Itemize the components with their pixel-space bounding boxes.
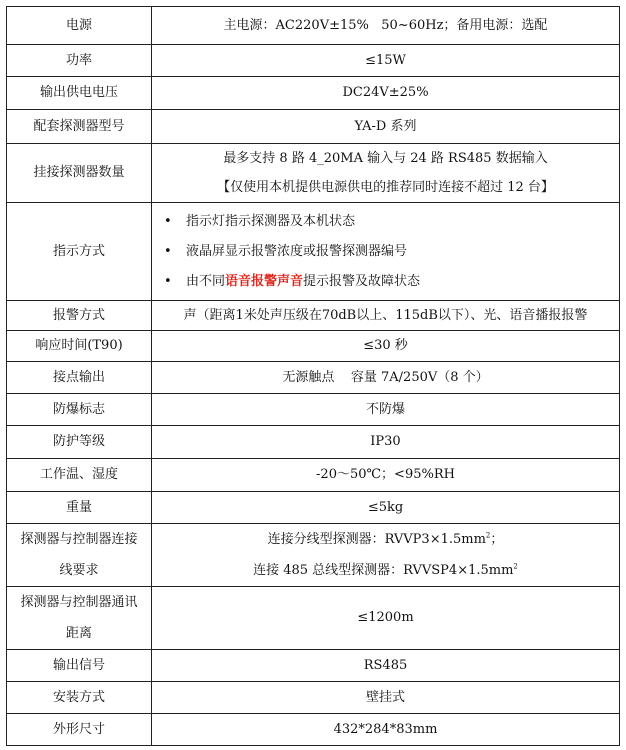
table-row bbox=[7, 394, 620, 426]
list-item: • 液晶屏显示报警浓度或报警探测器编号 bbox=[160, 237, 611, 267]
row-key: 重量 bbox=[7, 492, 152, 524]
value-line bbox=[160, 524, 611, 555]
list-item-text: 提示报警及故障状态 bbox=[303, 273, 421, 289]
row-value: ≤15W bbox=[152, 45, 620, 77]
row-key: 安装方式 bbox=[7, 682, 152, 714]
row-key: 防爆标志 bbox=[7, 394, 152, 426]
row-key bbox=[7, 587, 152, 650]
value-line: 【仅使用本机提供电源供电的推荐同时连接不超过 12 台】 bbox=[217, 180, 554, 195]
table-row bbox=[7, 203, 620, 301]
row-value: 无源触点 容量 7A/250V（8 个） bbox=[152, 362, 620, 394]
list-item bbox=[160, 267, 611, 297]
table-row bbox=[7, 426, 620, 459]
table-row bbox=[7, 144, 620, 203]
row-value: ≤30 秒 bbox=[152, 331, 620, 362]
row-key: 指示方式 bbox=[7, 203, 152, 301]
row-value: 声（距离1米处声压级在70dB以上、115dB以下）、光、语音播报报警 bbox=[152, 301, 620, 331]
row-value: ≤5kg bbox=[152, 492, 620, 524]
row-key: 接点输出 bbox=[7, 362, 152, 394]
row-value: YA-D 系列 bbox=[152, 110, 620, 144]
list-item-text: 由不同 bbox=[186, 273, 226, 289]
row-key: 工作温、湿度 bbox=[7, 459, 152, 492]
table-row bbox=[7, 77, 620, 110]
table-row bbox=[7, 301, 620, 331]
superscript: 2 bbox=[485, 531, 491, 540]
key-line: 探测器与控制器连接 bbox=[20, 532, 138, 547]
row-value: RS485 bbox=[152, 650, 620, 682]
table-row bbox=[7, 714, 620, 746]
key-line: 距离 bbox=[65, 626, 92, 641]
table-row bbox=[7, 459, 620, 492]
value-line bbox=[160, 555, 611, 586]
table-row bbox=[7, 682, 620, 714]
row-value bbox=[152, 203, 620, 301]
value-line: 最多支持 8 路 4_20MA 输入与 24 路 RS485 数据输入 bbox=[223, 151, 548, 166]
key-line: 线要求 bbox=[59, 563, 99, 578]
row-key: 功率 bbox=[7, 45, 152, 77]
row-value: IP30 bbox=[152, 426, 620, 459]
value-text: 连接 485 总线型探测器：RVVSP4×1.5mm bbox=[253, 563, 514, 578]
row-value: 432*284*83mm bbox=[152, 714, 620, 746]
indicator-list bbox=[160, 207, 611, 297]
key-line: 探测器与控制器通讯 bbox=[20, 595, 138, 610]
row-key bbox=[7, 524, 152, 587]
table-row bbox=[7, 524, 620, 587]
row-key: 配套探测器型号 bbox=[7, 110, 152, 144]
table-row bbox=[7, 587, 620, 650]
superscript: 2 bbox=[513, 562, 518, 571]
row-value: ≤1200m bbox=[152, 587, 620, 650]
row-value: 主电源：AC220V±15% 50~60Hz；备用电源：选配 bbox=[152, 7, 620, 45]
row-key: 防护等级 bbox=[7, 426, 152, 459]
table-row bbox=[7, 492, 620, 524]
list-item: • 指示灯指示探测器及本机状态 bbox=[160, 207, 611, 237]
row-key: 响应时间(T90) bbox=[7, 331, 152, 362]
row-key: 报警方式 bbox=[7, 301, 152, 331]
row-value bbox=[152, 144, 620, 203]
row-key: 输出信号 bbox=[7, 650, 152, 682]
table-row bbox=[7, 110, 620, 144]
row-key: 挂接探测器数量 bbox=[7, 144, 152, 203]
table-row bbox=[7, 45, 620, 77]
value-text: ； bbox=[490, 532, 504, 547]
row-key: 输出供电电压 bbox=[7, 77, 152, 110]
row-value bbox=[152, 524, 620, 587]
spec-table bbox=[6, 6, 620, 746]
table-row bbox=[7, 650, 620, 682]
row-value: 壁挂式 bbox=[152, 682, 620, 714]
row-key: 电源 bbox=[7, 7, 152, 45]
table-row bbox=[7, 362, 620, 394]
row-value: -20～50℃；<95%RH bbox=[152, 459, 620, 492]
row-key: 外形尺寸 bbox=[7, 714, 152, 746]
value-text: 连接分线型探测器：RVVP3×1.5mm bbox=[267, 532, 486, 547]
highlight-text: 语音报警声音 bbox=[225, 273, 304, 289]
table-row bbox=[7, 331, 620, 362]
row-value: 不防爆 bbox=[152, 394, 620, 426]
table-row bbox=[7, 7, 620, 45]
row-value: DC24V±25% bbox=[152, 77, 620, 110]
